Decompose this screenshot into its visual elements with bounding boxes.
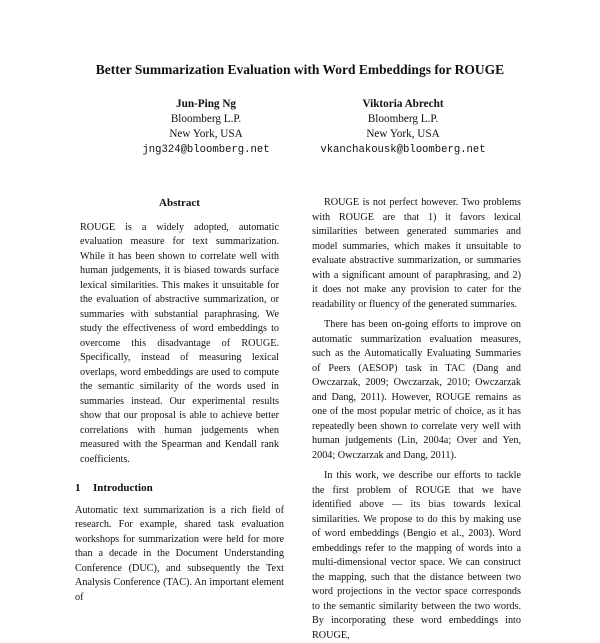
- author-name: Viktoria Abrecht: [362, 98, 444, 110]
- author-location: New York, USA: [169, 128, 243, 141]
- section-heading: [75, 481, 284, 496]
- section-number: 1: [75, 482, 81, 494]
- right-column: [312, 196, 521, 643]
- section-title: Introduction: [93, 482, 153, 494]
- author-name: Jun-Ping Ng: [176, 98, 236, 110]
- author-affiliation: Bloomberg L.P.: [170, 113, 242, 126]
- author-email: vkanchakousk@bloomberg.net: [320, 143, 486, 156]
- intro-paragraph: Automatic text summarization is a rich field of research. For example, shared task evaluation workshops for summarization were held for more than a decade in the Document Understanding Conference (DUC), and subsequently the Text Analysis Conference (TAC). An important element of: [75, 504, 284, 603]
- body-paragraph-1: ROUGE is not perfect however. Two problems with ROUGE are that 1) it favors lexical similarities between generated summaries and model summaries, which makes it unsuitable to evaluate abstractive summarization, or summaries with a significant amount of paraphrasing, and 2) it does not make any provision to cater for the readability or fluency of the generated summaries.: [312, 197, 521, 310]
- author-location: New York, USA: [366, 128, 440, 141]
- paper-title: Better Summarization Evaluation with Word Embeddings for ROUGE: [95, 62, 505, 77]
- left-column: [75, 196, 284, 605]
- abstract-text: ROUGE is a widely adopted, automatic evaluation measure for text summarization. While it has been shown to correlate well with human judgements, it is biased towards surface lexical similarities. This makes it unsuitable for the evaluation of abstractive summarization, or summaries with substantial paraphrasing. We study the effectiveness of word embeddings to overcome this disadvantage of ROUGE. Specifically, instead of measuring lexical overlaps, word embeddings are used to compute the semantic similarity of the words used in summaries instead. Our experimental results show that our proposal is able to achieve better correlations with human judgements when measured with the Spearman and Kendall rank coefficients.: [80, 221, 279, 465]
- author-block-2: [283, 97, 523, 158]
- author-email: jng324@bloomberg.net: [142, 143, 270, 156]
- body-paragraph-2: There has been on-going efforts to improve on automatic summarization evaluation measures, such as the Automatically Evaluating Summaries of Peers (AESOP) task in TAC (Dang and Owczarzak, 2009; Owczarzak, 2010; Owczarzak and Dang, 2011). However, ROUGE remains as one of the most popular metric of choice, as it has repeatedly been shown to correlate very well with human judgements (Lin, 2004a; Over and Yen, 2004; Owczarzak and Dang, 2011).: [312, 319, 521, 461]
- author-affiliation: Bloomberg L.P.: [367, 113, 439, 126]
- body-paragraph-3: In this work, we describe our efforts to tackle the first problem of ROUGE that we have identified above — its bias towards lexical similarities. We propose to do this by making use of word embeddings (Bengio et al., 2003). Word embeddings refer to the mapping of words into a multi-dimensional vector space. We can construct the mapping, such that the distance between two word projections in the vector space corresponds to the semantic similarity between the two words. By incorporating these word embeddings into ROUGE,: [312, 470, 521, 641]
- abstract-heading: Abstract: [159, 197, 200, 209]
